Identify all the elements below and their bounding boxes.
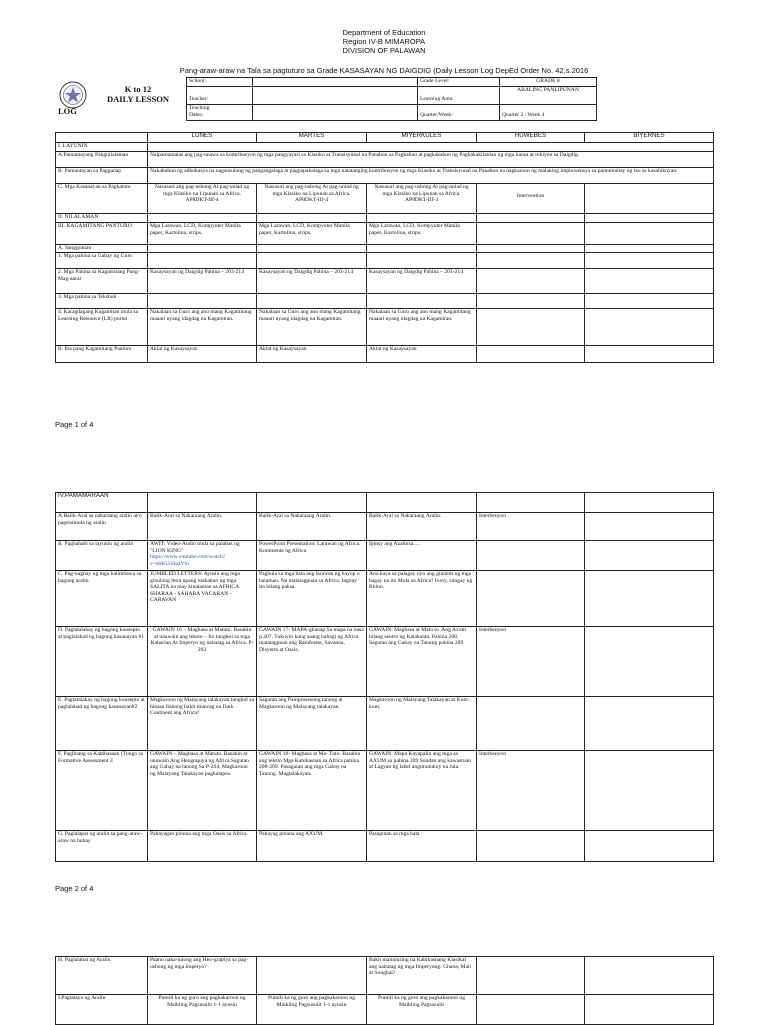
d2-fri xyxy=(585,627,714,697)
e2-wed: Magkaroon ng Malayang Talakayan at Kom-kom. xyxy=(367,697,477,751)
row-label-i3: I.Pagtataya ng Aralin xyxy=(56,995,148,1025)
s4-thu xyxy=(477,309,585,346)
row-label-c: C. Mga Kasanayan sa Pagkatuto xyxy=(56,184,148,214)
h3-fri xyxy=(585,957,714,995)
section-pamamaraan: IV.PAMAMARAAN xyxy=(56,493,148,513)
h3-wed: Bakit maituturing na Kabihasnang Klasikal ang naitatag ng mga Imperyong: Ghana, Mali at Songhai? xyxy=(367,957,477,995)
kag-tue: Mga Larawan, LCD, Kompyuter Manila paper, Kartolina, strips. xyxy=(257,223,367,245)
kag-wed: Mga Larawan, LCD, Kompyuter Manila paper, Kartolina, strips. xyxy=(367,223,477,245)
teaching-label-text: Teaching xyxy=(189,105,210,111)
b2-wed: Ipinsy ang Azalinsa..... xyxy=(367,541,477,571)
grade-value: GRADE 8 xyxy=(500,78,597,87)
d2-mon: GAWAIN 16 – Magbasa at Matuto. Basahin at unawain ang teksto – Ito tungkol sa mga Kaharian At Imperyo ng naitatag sa Africa. P-203 xyxy=(148,627,257,697)
g2-mon: Pahayagan pinuna ang mga Oasis sa Africa xyxy=(148,831,257,862)
kag-fri xyxy=(585,223,714,245)
i3-fri xyxy=(585,995,714,1025)
g2-thu xyxy=(477,831,585,862)
a2-wed: Balik-Aral sa Nakaraang Aralin. xyxy=(367,513,477,541)
row-label-s2: 2. Mga Pahina sa Kagamitang Pang-Mag-aaral xyxy=(56,269,148,294)
nil-thu xyxy=(477,214,585,223)
s4-fri xyxy=(585,309,714,346)
biba-wed: Aklat ng Kasaysayan xyxy=(367,346,477,363)
row-label-f2: F. Paglinang sa Kabihasaan (Tungo sa Formative Assessment 3 xyxy=(56,751,148,831)
dates-value xyxy=(253,105,418,121)
s1-fri xyxy=(585,253,714,269)
i3-tue: Pumili ka ng guro ang pagkakaroon ng Maikling Pagsusulit 1-1 ayusin xyxy=(257,995,367,1025)
biba-tue: Aklat ng Kasaysayan xyxy=(257,346,367,363)
f2-thu: Interbenyon xyxy=(477,751,585,831)
empty-corner xyxy=(56,133,148,143)
teacher-label xyxy=(187,87,253,105)
c-wed xyxy=(367,184,477,214)
c-thu-text: Intervention xyxy=(516,193,545,199)
c2-fri xyxy=(585,571,714,627)
c-tue xyxy=(257,184,367,214)
kag-mon: Mga Larawan, LCD, Kompyuter Manila paper, Kartolina, strips. xyxy=(148,223,257,245)
i3-wed: Pumili ka ng guro ang pagkakaroon ng Maikling Pagsusulit xyxy=(367,995,477,1025)
h3-mon: Paano naka-tulong ang Heo-grapiya sa pag-usbong ng mga imperyo? xyxy=(148,957,257,995)
s3-tue xyxy=(257,294,367,309)
e2-tue: Sagutan ang Pamprosesong tanong at Magkaroon ng Malayang talakayan. xyxy=(257,697,367,751)
school-label: School: xyxy=(187,78,253,87)
nil-tue xyxy=(257,214,367,223)
s3-thu xyxy=(477,294,585,309)
page-number-2: Page 2 of 4 xyxy=(55,884,94,893)
g2-fri xyxy=(585,831,714,862)
a2-tue: Balik-Aral sa Nakaraang Aralin. xyxy=(257,513,367,541)
video-link[interactable]: https://www.youtube.com/watch?v=ebKUrHa4Yln xyxy=(150,554,226,567)
s2-thu xyxy=(477,269,585,294)
row-a-text: Naipamamalas ang pag-unawa sa kontribusyon ng mga pangyayari sa Klasiko at Transisyunal na Panahon sa Pagkabuo at pagkakabuo ng Pagkakakilanlan ng mga bansa at rehiyon sa Daigdig. xyxy=(148,152,714,168)
biba-fri xyxy=(585,346,714,363)
h3-tue xyxy=(257,957,367,995)
day-header-tue: MARTES xyxy=(257,133,367,143)
f2-mon: GAWAIN – Magbasa at Matuto. Basahin at unawain Ang Heograpiya ng Africa Sagutan ang Gabay na tanong Sa P-204. Magkaroon ng Malayang Talakayan pagkatapos. xyxy=(148,751,257,831)
sang-wed xyxy=(367,245,477,253)
kag-thu xyxy=(477,223,585,245)
row-label-b-iba: B. Iba pang Kagamitang Panturo xyxy=(56,346,148,363)
row-label-a2: A.Balik-Aral sa nakaraang aralin at/o pagsisimula ng aralin xyxy=(56,513,148,541)
document-subtitle: Pang-araw-araw na Tala sa pagtuturo sa Grade KASASAYAN NG DAIGDIG (Daily Lesson Log DepEd Order No. 42,s.2016 xyxy=(179,66,589,75)
i3-thu xyxy=(477,995,585,1025)
section-nilalaman: II. NILALAMAN xyxy=(56,214,148,223)
quarter-value-text: Quarter 2 : Week 4 xyxy=(502,112,545,118)
c2-thu xyxy=(477,571,585,627)
page-number-1: Page 1 of 4 xyxy=(55,420,94,429)
section-kagamitan: III. KAGAMITANG PANTURO xyxy=(56,223,148,245)
header-line-1: Department of Education xyxy=(342,28,426,37)
row-label-a: A.Pamantayang Pangnilalaman xyxy=(56,152,148,168)
d2-wed: GAWAIN: Magbasa at Matu to. Ang Axum bilang sentro ng Kalakalan. Pahina 208. Sagutan ang Gabay na Tanong pahina 209 xyxy=(367,627,477,697)
pam-tue xyxy=(257,493,367,513)
c-tue-code: AP8DKT-IIf-4 xyxy=(294,197,329,203)
row-label-e2: E. Pagtatalakay ng bagong konsepto at paglalahad ng bagong kasanayan#2 xyxy=(56,697,148,751)
s1-mon xyxy=(148,253,257,269)
d2-tue: GAWAIN 17- MAPA-ghanap Sa mapa na nasa p.207, Tukuyin kung saang bahagi ng Africa matatagpuan ang Rainforest, Savanna, Disyerto at Oasis. xyxy=(257,627,367,697)
pam-wed xyxy=(367,493,477,513)
lesson-table-page-1 xyxy=(55,132,714,363)
f2-fri xyxy=(585,751,714,831)
s4-wed: Nakalaan sa Guro ang ano mang Kagamitang maaari nyang idagdag na Kagamitan. xyxy=(367,309,477,346)
b2-mon-text: AWIT: Video-Audio mula sa palabas ng "LION KING" xyxy=(150,541,240,554)
section-layunin: I. LAYUNIN xyxy=(56,143,148,152)
c-wed-text: Nasusuri ang pag-usbong At pag-unlad ng mga Klasiko na Lipunan sa Africa. xyxy=(374,184,469,197)
area-label-text: Learning Area: xyxy=(420,96,454,102)
header-line-3: DIVISION OF PALAWAN xyxy=(342,46,426,55)
c-fri xyxy=(585,184,714,214)
sang-tue xyxy=(257,245,367,253)
header-line-2: Region IV-B MIMAROPA xyxy=(342,37,426,46)
nil-fri xyxy=(585,214,714,223)
info-table xyxy=(186,77,597,121)
sang-mon xyxy=(148,245,257,253)
s3-mon xyxy=(148,294,257,309)
c2-wed: Ano kaya sa palagay nyo ang ginamit ng mga bagay na ito Mula sa Africa? Ivory, sungay ng Rhino. xyxy=(367,571,477,627)
deped-seal-icon xyxy=(59,81,87,109)
s2-fri xyxy=(585,269,714,294)
a2-fri xyxy=(585,513,714,541)
a2-mon: Balik-Aral sa Nakaraang Aralin. xyxy=(148,513,257,541)
s1-thu xyxy=(477,253,585,269)
layunin-filler xyxy=(148,143,714,152)
area-label xyxy=(418,87,500,105)
row-label-h3: H. Paglalahat ng Aralin xyxy=(56,957,148,995)
c-mon-code: AP8DKT-IIf-4 xyxy=(185,197,219,203)
c-wed-code: AP8DKT-IIf-4 xyxy=(404,197,439,203)
b2-thu xyxy=(477,541,585,571)
g2-wed: Pasagutan sa mga bata xyxy=(367,831,477,862)
i3-mon: Pumili ka ng guro ang pagkakaroon ng Maikling Pagsusulit 1-1 ayusin xyxy=(148,995,257,1025)
c2-tue: Paghula sa mga bata ang larawan ng hayop o halaman. Na matatagpuan sa Africa. Ingnay ito bilang paksa. xyxy=(257,571,367,627)
row-label-s3: 3. Mga pahina sa Teksbuk xyxy=(56,294,148,309)
s4-tue: Nakalaan sa Guro ang ano mang Kagamitang maaari nyang idagdag na Kagamitan. xyxy=(257,309,367,346)
grade-label: Grade Level: xyxy=(418,78,500,87)
row-label-d2: D. Pagtatalakay ng bagong konsepto at paglalahad ng bagong kasanayan #1 xyxy=(56,627,148,697)
nil-wed xyxy=(367,214,477,223)
f2-tue: GAWAIN 18- Magbasa at Ma- Tuto. Basahin ang teksto Mga Kabihasnan sa Africa pahina 208-209. Pasagutan ang mga Gabay na Tanong. Magtalakayan. xyxy=(257,751,367,831)
pam-fri xyxy=(585,493,714,513)
c2-mon: JUMBLED LETTERS: Ayusin ang mga ginulong letra upang makabuo ng mga SALITA na may kinalaman sa AFRICA. SHARAA - SAHARA VACARAN - CARAVAN xyxy=(148,571,257,627)
c-mon-text: Nasusuri ang pag-usbong At pag-unlad ng mga Klasiko na Lipunan sa Africa. xyxy=(154,184,250,197)
s2-mon: Kasaysayan ng Daigdig Pahina – 203-214 xyxy=(148,269,257,294)
d2-thu: Interbenyon xyxy=(477,627,585,697)
day-header-mon: LUNES xyxy=(148,133,257,143)
daily-lesson-text: DAILY LESSON xyxy=(107,94,169,104)
biba-thu xyxy=(477,346,585,363)
f2-wed: GAWAIN: Mapa Kayapalin ang mga sa AXUM sa pahina 209 Sundan ang kawastuan at Lagyan ng label angtinutukoy na ruta. xyxy=(367,751,477,831)
k12-label xyxy=(93,84,183,104)
dates-label-text: Dates: xyxy=(189,111,204,118)
pam-mon xyxy=(148,493,257,513)
quarter-label xyxy=(418,105,500,121)
teacher-value xyxy=(253,87,418,105)
row-label-s4: 4. Karagdagang Kagamitan mula sa Learning Resource (LR) portal xyxy=(56,309,148,346)
lesson-table-page-3 xyxy=(55,956,714,1025)
school-value xyxy=(253,78,418,87)
teacher-label-text: Teacher: xyxy=(189,96,209,102)
nil-mon xyxy=(148,214,257,223)
row-label-sanggunian: A. Sanggunian xyxy=(56,245,148,253)
e2-fri xyxy=(585,697,714,751)
biba-mon: Aklat ng Kasaysayan xyxy=(148,346,257,363)
c-tue-text: Nasusuri ang pag-usbong At pag-unlad ng mga Klasiko na Lipunan sa Africa. xyxy=(264,184,359,197)
row-label-s1: 1. Mga pahina sa Gabay ng Guro xyxy=(56,253,148,269)
h3-thu xyxy=(477,957,585,995)
dates-label xyxy=(187,105,253,121)
s3-wed xyxy=(367,294,477,309)
s4-mon: Nakalaan sa Guro ang ano mang Kagamitang maaari nyang idagdag na Kagamitan. xyxy=(148,309,257,346)
quarter-value xyxy=(500,105,597,121)
row-label-g2: G. Paglalapat ng aralin sa pang-araw-araw na buhay xyxy=(56,831,148,862)
g2-tue: Pahayag pinuna ang AXUM. xyxy=(257,831,367,862)
row-b-text: Nakabubuo ng adbokasya na nagsusulong ng pangangalaga at pagpapahalaga sa mga natatanging kontribusyon ng mga Klasiko at Transisyunal na Panahon na nagkaroon ng malaking impluwensya sa pamumuhay ng tao sa kasalukuyan. xyxy=(148,168,714,184)
e2-mon: Magkaroon ng Malayang talakayan tungkol sa binasa Itanong bakit tinawag na Dark Continent ang Africa? xyxy=(148,697,257,751)
area-value: ARALING PANLIPUNAN xyxy=(500,87,597,105)
s3-fri xyxy=(585,294,714,309)
row-label-c2: C. Pag-uugnay ng mga halimbawa sa bagong aralin xyxy=(56,571,148,627)
row-label-b2: B. Paghahabi sa layunin ng aralin xyxy=(56,541,148,571)
c-thu xyxy=(477,184,585,214)
day-header-wed: MIYERKULES xyxy=(367,133,477,143)
sang-thu xyxy=(477,245,585,253)
sang-fri xyxy=(585,245,714,253)
a2-thu: Interbenyon xyxy=(477,513,585,541)
document-header xyxy=(0,28,768,55)
e2-thu xyxy=(477,697,585,751)
b2-mon xyxy=(148,541,257,571)
s1-tue xyxy=(257,253,367,269)
c-mon xyxy=(148,184,257,214)
quarter-label-text: Quarter/Week: xyxy=(420,112,453,118)
b2-fri xyxy=(585,541,714,571)
s1-wed xyxy=(367,253,477,269)
s2-wed: Kasaysayan ng Daigdig Pahina – 203-214 xyxy=(367,269,477,294)
row-label-b: B. Pamantayan sa Pagganap xyxy=(56,168,148,184)
pam-thu xyxy=(477,493,585,513)
b2-tue: PowerPoint Presentation: Larawan ng Africa. Kontinente ng Africa xyxy=(257,541,367,571)
day-header-thu: HUWEBES xyxy=(477,133,585,143)
day-header-fri: BIYERNES xyxy=(585,133,714,143)
k12-text: K to 12 xyxy=(124,84,152,94)
lesson-table-page-2 xyxy=(55,492,714,862)
s2-tue: Kasaysayan ng Daigdig Pahina – 203-214 xyxy=(257,269,367,294)
log-text: LOG xyxy=(58,106,77,116)
